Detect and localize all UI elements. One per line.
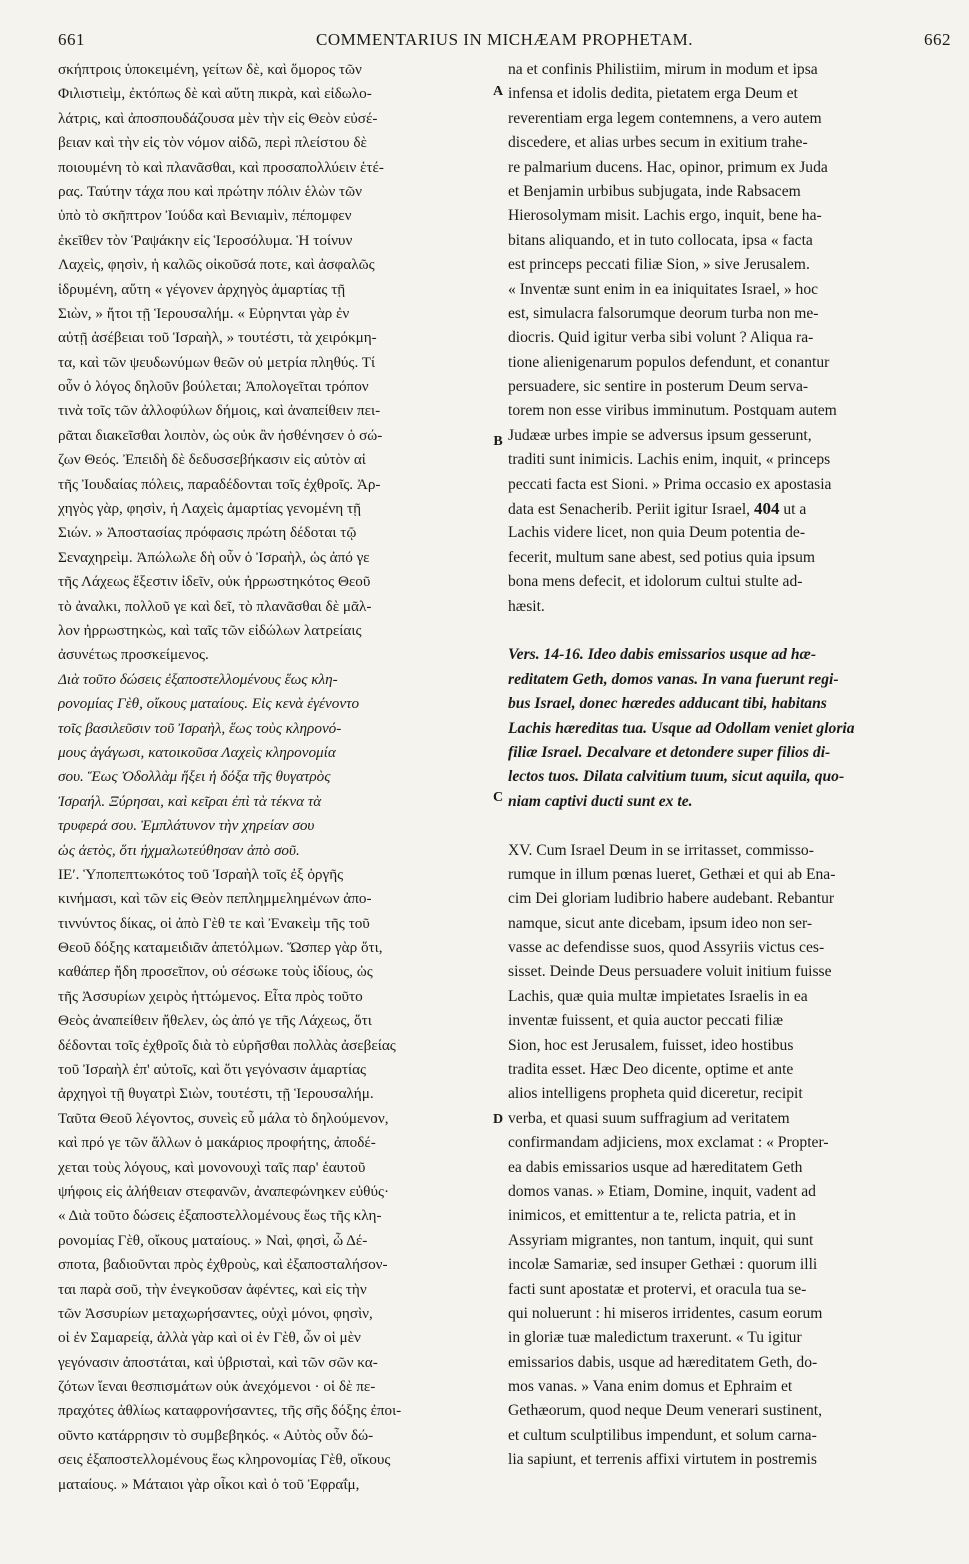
latin-text-line: bitans aliquando, et in tuto collocata, ipsa « facta: [508, 231, 813, 249]
margin-letter-c: C: [492, 790, 504, 805]
greek-text-line: Σιών. » Ἀποστασίας πρόφασις πρώτη δέδοται τῷ: [58, 524, 357, 542]
greek-commentary-line: ματαίους. » Μάταιοι γὰρ οἶκοι καὶ ὁ τοῦ Ἐφραΐμ,: [58, 1475, 360, 1493]
greek-text-line: ὑπὸ τὸ σκῆπτρον Ἰούδα καὶ Βενιαμὶν, πέπομφεν: [58, 207, 352, 225]
latin-text-line: peccati facta est Sioni. » Prima occasio ex apostasia: [508, 475, 832, 493]
greek-commentary-line: τῶν Ἀσσυρίων μεταχωρήσαντες, οὐχὶ μόνοι, φησὶν,: [58, 1304, 373, 1322]
greek-verse-line: Διὰ τοῦτο δώσεις ἐξαποστελλομένους ἕως κλη-: [58, 670, 338, 688]
greek-commentary-line: καὶ πρό γε τῶν ἄλλων ὁ μακάριος προφήτης, ἀποδέ-: [58, 1134, 376, 1152]
latin-text-line: discedere, et alias urbes secum in exitium trahe-: [508, 134, 808, 152]
greek-commentary-line: « Διὰ τοῦτο δώσεις ἐξαποστελλομένους ἕως τῆς κλη-: [58, 1207, 382, 1225]
latin-text-line: na et confinis Philistiim, mirum in modum et ipsa: [508, 61, 818, 78]
latin-commentary-line: facti sunt apostatæ et protervi, et oracula tua se-: [508, 1280, 807, 1298]
latin-commentary-line: incolæ Samariæ, sed insuper Gethæi : quorum illi: [508, 1256, 818, 1274]
paragraph-gap: [508, 619, 916, 643]
latin-text-line: fecerit, multum sane abest, sed potius quia ipsum: [508, 548, 816, 566]
greek-commentary-line: οῦντο κατάρρησιν τὸ συμβεβηκός. « Αὐτὸς οὖν δώ-: [58, 1426, 374, 1444]
latin-commentary-line: vasse ac defendisse suos, quod Assyriis victus ces-: [508, 939, 825, 957]
greek-text-line: Φιλιστιεὶμ, ἐκτόπως δὲ καὶ αὕτη πικρὰ, καὶ εἰδωλο-: [58, 85, 372, 103]
latin-commentary-line: namque, sicut ante dicebam, ipsum ideo non ser-: [508, 914, 813, 932]
latin-verse-line: reditatem Geth, domos vanas. In vana fuerunt regi-: [508, 670, 839, 688]
greek-text-line: οὖν ὁ λόγος δηλοῦν βούλεται; Ἀπολογεῖται τρόπον: [58, 378, 369, 396]
latin-commentary-line: Sion, hoc est Jerusalem, fuisset, ideo hostibus: [508, 1036, 794, 1054]
greek-verse-line: τοῖς βασιλεῦσιν τοῦ Ἰσραὴλ, ἕως τοὺς κληρονό-: [58, 719, 342, 737]
latin-commentary-line: XV. Cum Israel Deum in se irritasset, commisso-: [508, 841, 814, 859]
greek-commentary-line: τιννύντος δίκας, οἱ ἀπὸ Γὲθ τε καὶ Ἐνακεὶμ τῆς τοῦ: [58, 914, 370, 932]
greek-text-line: ἀσυνέτως προσκείμενος.: [58, 646, 209, 664]
latin-text-line: data est Senacherib. Periit igitur Israel, 404 ut a: [508, 499, 807, 519]
greek-verse-line: Ἰσραήλ. Ξύρησαι, καὶ κεῖραι ἐπὶ τὰ τέκνα τὰ: [58, 792, 322, 810]
greek-commentary-line: τοῦ Ἰσραὴλ ἐπ' αὐτοῖς, καὶ ὅτι γεγόνασιν ἁμαρτίας: [58, 1061, 367, 1079]
greek-text-line: Σεναχηρεὶμ. Ἀπώλωλε δὴ οὖν ὁ Ἰσραὴλ, ὡς ἀπό γε: [58, 548, 370, 566]
greek-verse-line: τρυφερά σου. Ἐμπλάτυνον τὴν χηρείαν σου: [58, 817, 315, 835]
greek-verse-line: ρονομίας Γὲθ, οἴκους ματαίους. Εἰς κενὰ ἐγένοντο: [58, 695, 360, 713]
greek-commentary-line: σεις ἐξαποστελλομένους ἕως κληρονομίας Γὲθ, οἴκους: [58, 1451, 391, 1469]
greek-text-line: τὸ ἀναλκι, πολλοῦ γε καὶ δεῖ, τὸ πλανᾶσθαι δὲ μᾶλ-: [58, 597, 372, 615]
greek-text-line: χηγὸς γὰρ, φησὶν, ἡ Λαχεὶς ἁμαρτίας γενομένη τῇ: [58, 500, 362, 518]
greek-commentary-line: ἀρχηγοὶ τῇ θυγατρὶ Σιὼν, τουτέστι, τῇ Ἱερουσαλήμ.: [58, 1085, 374, 1103]
latin-text-line: reverentiam erga legem contemnens, a vero autem: [508, 109, 822, 127]
page-number-right: 662: [924, 30, 951, 49]
latin-text-line: tione alienigenarum populos defendunt, et conantur: [508, 353, 830, 371]
latin-commentary-line: tradita esset. Hæc Deo dicente, optime et ante: [508, 1061, 794, 1079]
margin-letter-a: A: [492, 84, 504, 99]
latin-verse-line: Lachis hæreditas tua. Usque ad Odollam veniet gloria: [508, 719, 855, 737]
greek-commentary-line: γεγόνασιν ἀποστάται, καὶ ὑβρισταὶ, καὶ τῶν σῶν κα-: [58, 1353, 378, 1371]
greek-commentary-line: πραχότες ἀθλίως καταφρονήσαντες, τῆς σῆς δόξης ἐποι-: [58, 1402, 402, 1420]
latin-commentary-line: sisset. Deinde Deus persuadere voluit initium fuisse: [508, 963, 832, 981]
margin-letter-b: B: [493, 434, 503, 449]
latin-commentary-line: lia sapiunt, et terrenis affixi virtutem in postremis: [508, 1451, 817, 1469]
latin-commentary-line: Lachis, quæ quia multæ impietates Israelis in ea: [508, 987, 808, 1005]
greek-commentary-line: καθάπερ ἤδη προσεῖπον, οὐ σέσωκε τοὺς ἰδίους, ὡς: [58, 963, 373, 981]
greek-commentary-line: δέδονται τοῖς ἐχθροῖς διὰ τὸ εὑρῆσθαι πολλὰς ἀσεβείας: [58, 1036, 396, 1054]
latin-commentary-line: inventæ fuissent, et quia auctor peccati filiæ: [508, 1012, 783, 1030]
greek-verse-line: μους ἀγάγωσι, κατοικοῦσα Λαχεὶς κληρονομία: [58, 743, 336, 761]
greek-text-line: ζων Θεός. Ἐπειδὴ δὲ δεδυσσεβήκασιν εἰς αὐτὸν αἱ: [58, 451, 366, 469]
greek-commentary-line: ζότων ἴεναι θεσπισμάτων οὐκ ἀνεχόμενοι · οἱ δὲ πε-: [58, 1378, 376, 1396]
greek-text-line: ἐκεῖθεν τὸν Ῥαψάκην εἰς Ἱεροσόλυμα. Ἡ τοίνυν: [58, 231, 353, 249]
greek-verse-line: σου. Ἕως Ὀδολλὰμ ἥξει ἡ δόξα τῆς θυγατρὸς: [58, 768, 331, 786]
latin-commentary-line: verba, et quasi suum suffragium ad veritatem: [508, 1109, 790, 1127]
latin-commentary-line: et cultum sculptilibus impendunt, et solum carna-: [508, 1426, 817, 1444]
greek-text-line: λον ἠρρωστηκὼς, καὶ ταῖς τῶν εἰδώλων λατρείαις: [58, 621, 362, 639]
latin-commentary-line: cim Dei gloriam ludibrio habere audebant. Rebantur: [508, 890, 835, 908]
latin-verse-line: niam captivi ducti sunt ex te.: [508, 792, 693, 810]
latin-commentary-line: confirmandam adjiciens, mox exclamat : « Propter-: [508, 1134, 829, 1152]
latin-text-line: hæsit.: [508, 597, 545, 615]
greek-text-line: ρᾶται διακεῖσθαι λοιπὸν, ὡς οὐκ ἂν ἡσθένησεν ὁ σώ-: [58, 426, 383, 444]
greek-text-line: ποιουμένη τὸ καὶ πλανᾶσθαι, καὶ προσαπολλύειν ἑτέ-: [58, 158, 384, 176]
latin-text-line: re palmarium ducens. Hac, opinor, primum ex Juda: [508, 158, 828, 176]
latin-commentary-line: rumque in illum pœnas lueret, Gethæi et qui ab Ena-: [508, 865, 836, 883]
greek-commentary-line: Ταῦτα Θεοῦ λέγοντος, συνεὶς εὖ μάλα τὸ δηλούμενον,: [58, 1109, 389, 1127]
greek-commentary-line: ψήφοις εἰς ἀλήθειαν στεφανῶν, ἀναπεφώνηκεν εὐθύς·: [58, 1182, 390, 1200]
greek-commentary-line: κινήμασι, καὶ τῶν εἰς Θεὸν πεπλημμελημένων ἀπο-: [58, 890, 372, 908]
margin-letter-d: D: [492, 1112, 504, 1127]
latin-commentary-line: Gethæorum, quod neque Deum venerari sustinent,: [508, 1402, 822, 1420]
latin-commentary-line: alios intelligens propheta quid diceretur, recipit: [508, 1085, 803, 1103]
latin-text-line: persuadere, sic sentire in posterum Deum serva-: [508, 378, 809, 396]
latin-column: [508, 58, 916, 1473]
greek-text-line: τῆς Λάχεως ἔξεστιν ἰδεῖν, οὐκ ἠρρωστηκότος Θεοῦ: [58, 573, 371, 591]
latin-text-line: est, simulacra falsorumque deorum turba non me-: [508, 304, 819, 322]
latin-text-line: infensa et idolis dedita, pietatem erga Deum et: [508, 85, 798, 103]
paragraph-gap: [508, 814, 916, 838]
greek-commentary-line: ΙΕʹ. Ὑποπεπτωκότος τοῦ Ἰσραὴλ τοῖς ἐξ ὀργῆς: [58, 865, 344, 883]
greek-text-line: βειαν καὶ τὴν εἰς τὸν νόμον αἰδῶ, περὶ πλείστου δὲ: [58, 134, 367, 152]
greek-commentary-line: ται παρὰ σοῦ, τὴν ἐνεγκοῦσαν ἀφέντες, καὶ εἰς τὴν: [58, 1280, 367, 1298]
greek-commentary-line: Θεὸς ἀναπείθειν ἤθελεν, ὡς ἀπό γε τῆς Λάχεως, ὅτι: [58, 1012, 372, 1030]
latin-text-line: et Benjamin urbibus subjugata, inde Rabsacem: [508, 182, 801, 200]
greek-commentary-line: οἱ ἐν Σαμαρείᾳ, ἀλλὰ γὰρ καὶ οἱ ἐν Γὲθ, ὧν οἱ μὲν: [58, 1329, 361, 1347]
greek-text-line: σκήπτροις ὑποκειμένη, γείτων δὲ, καὶ ὅμορος τῶν: [58, 61, 362, 78]
greek-commentary-line: σποτα, βαδιοῦνται πρὸς ἐχθροὺς, καὶ ἐξαποσταλήσον-: [58, 1256, 388, 1274]
greek-verse-line: ὡς ἀετὸς, ὅτι ἠχμαλωτεύθησαν ἀπὸ σοῦ.: [58, 841, 300, 859]
latin-verse-line: filiæ Israel. Decalvare et detondere super filios di-: [508, 743, 831, 761]
latin-verse-line: bus Israel, donec hæredes adducant tibi, habitans: [508, 695, 827, 713]
greek-commentary-line: Θεοῦ δόξης καταμειδιᾶν ἀπετόλμων. Ὥσπερ γὰρ ὅτι,: [58, 939, 383, 957]
latin-text-line: torem non esse viribus imminutum. Postquam autem: [508, 402, 837, 420]
latin-commentary-line: inimicos, et emittentur a te, relicta patria, et in: [508, 1207, 796, 1225]
latin-commentary-line: domos vanas. » Etiam, Domine, inquit, vadent ad: [508, 1182, 816, 1200]
greek-commentary-line: τῆς Ἀσσυρίων χειρὸς ἡττώμενος. Εἶτα πρὸς τοῦτο: [58, 987, 363, 1005]
greek-text-line: ρας. Ταύτην τάχα που καὶ πρώτην πόλιν ἑλὼν τῶν: [58, 182, 362, 200]
latin-text-line: diocris. Quid igitur verba sibi volunt ? Aliqua ra-: [508, 329, 814, 347]
latin-text-line: Lachis videre licet, non quia Deum potentia de-: [508, 524, 806, 542]
greek-text-line: ἱδρυμένη, αὕτη « γέγονεν ἀρχηγὸς ἁμαρτίας τῇ: [58, 280, 346, 298]
page-number-left: 661: [58, 30, 85, 49]
running-title: COMMENTARIUS IN MICHÆAM PROPHETAM.: [316, 30, 693, 49]
latin-text-line: « Inventæ sunt enim in ea iniquitates Israel, » hoc: [508, 280, 819, 298]
latin-commentary-line: mos vanas. » Vana enim domus et Ephraim et: [508, 1378, 793, 1396]
greek-text-line: Σιὼν, » ἤτοι τῇ Ἱερουσαλήμ. « Εὑρηνται γὰρ ἐν: [58, 304, 350, 322]
greek-text-line: Λαχεὶς, φησὶν, ἡ καλῶς οἰκοῦσά ποτε, καὶ ἀσφαλῶς: [58, 256, 375, 274]
greek-text-line: λάτρις, καὶ ἀποσπουδάζουσα μὲν τὴν εἰς Θεὸν εὐσέ-: [58, 109, 378, 127]
latin-verse-line: Vers. 14-16. Ideo dabis emissarios usque ad hæ-: [508, 646, 817, 664]
running-header: [58, 30, 951, 56]
greek-text-line: τῆς Ἰουδαίας πόλεις, παραδέδονται τοῖς ἐχθροῖς. Ἀρ-: [58, 475, 381, 493]
greek-column: [58, 58, 488, 1497]
latin-text-line: est princeps peccati filiæ Sion, » sive Jerusalem.: [508, 256, 810, 274]
latin-commentary-line: in gloriæ tuæ maledictum traxerunt. « Tu igitur: [508, 1329, 802, 1347]
latin-text-line: traditi sunt inimicis. Lachis enim, inquit, « princeps: [508, 451, 831, 469]
latin-text-line: Hierosolymam misit. Lachis ergo, inquit, bene ha-: [508, 207, 822, 225]
latin-verse-line: lectos tuos. Dilata calvitium tuum, sicut aquila, quo-: [508, 768, 845, 786]
latin-commentary-line: emissarios dabis, usque ad hæreditatem Geth, do-: [508, 1353, 818, 1371]
column-number-marker: 404: [753, 499, 780, 519]
greek-text-line: τινὰ τοῖς τῶν ἀλλοφύλων δήμοις, καὶ ἀναπείθειν πει-: [58, 402, 381, 420]
latin-text-line: Judææ urbes impie se adversus ipsum gesserunt,: [508, 426, 812, 444]
greek-commentary-line: χεται τοὺς λόγους, καὶ μονονουχὶ ταῖς παρ' ἑαυτοῦ: [58, 1158, 366, 1176]
greek-commentary-line: ρονομίας Γὲθ, οἴκους ματαίους. » Ναὶ, φησὶ, ὦ Δέ-: [58, 1231, 368, 1249]
greek-text-line: αὐτῇ ἀσέβειαι τοῦ Ἰσραὴλ, » τουτέστι, τὰ χειρόκμη-: [58, 329, 377, 347]
latin-commentary-line: ea dabis emissarios usque ad hæreditatem Geth: [508, 1158, 803, 1176]
latin-commentary-line: qui noluerunt : hi miseros irridentes, casum eorum: [508, 1304, 823, 1322]
latin-text-line: bona mens defecit, et idolorum cultui stulte ad-: [508, 573, 803, 591]
latin-commentary-line: Assyriam migrantes, non tantum, inquit, qui sunt: [508, 1231, 814, 1249]
greek-text-line: τα, καὶ τῶν ψευδωνύμων θεῶν οὐ μετρία πληθύς. Τί: [58, 353, 376, 371]
